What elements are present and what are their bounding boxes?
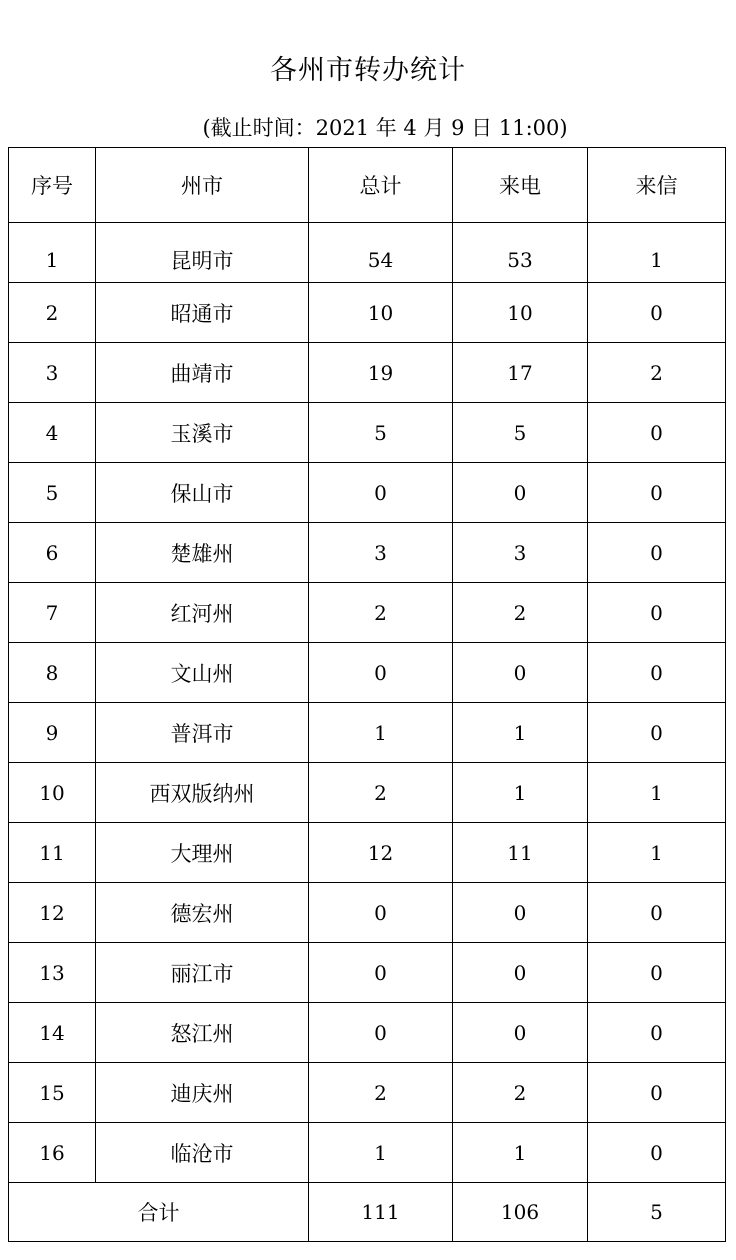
table-row — [9, 643, 726, 703]
cell-total: 19 — [309, 343, 453, 403]
table-row — [9, 223, 726, 283]
table-row — [9, 1123, 726, 1183]
cell-total: 1 — [309, 1123, 453, 1183]
cell-total: 0 — [309, 463, 453, 523]
cell-index: 12 — [9, 883, 96, 943]
table-row — [9, 343, 726, 403]
cell-calls: 0 — [453, 943, 588, 1003]
cell-total: 1 — [309, 703, 453, 763]
cell-letters: 0 — [588, 883, 726, 943]
cell-index: 13 — [9, 943, 96, 1003]
cell-total: 2 — [309, 583, 453, 643]
summary-total: 111 — [309, 1183, 453, 1242]
cell-city: 德宏州 — [96, 883, 309, 943]
cell-total: 54 — [309, 223, 453, 283]
cell-city: 怒江州 — [96, 1003, 309, 1063]
cell-calls: 1 — [453, 1123, 588, 1183]
cell-city: 临沧市 — [96, 1123, 309, 1183]
cell-letters: 0 — [588, 1063, 726, 1123]
cell-city: 昭通市 — [96, 283, 309, 343]
table-row — [9, 283, 726, 343]
cell-city: 西双版纳州 — [96, 763, 309, 823]
cell-city: 文山州 — [96, 643, 309, 703]
header-index: 序号 — [9, 148, 96, 223]
table-row — [9, 403, 726, 463]
cell-city: 红河州 — [96, 583, 309, 643]
cell-letters: 0 — [588, 1123, 726, 1183]
cell-calls: 53 — [453, 223, 588, 283]
cell-index: 16 — [9, 1123, 96, 1183]
cell-letters: 2 — [588, 343, 726, 403]
table-header-row — [9, 148, 726, 223]
summary-calls: 106 — [453, 1183, 588, 1242]
table-summary-row — [9, 1183, 726, 1242]
cell-index: 14 — [9, 1003, 96, 1063]
cell-index: 8 — [9, 643, 96, 703]
cell-city: 普洱市 — [96, 703, 309, 763]
cell-calls: 1 — [453, 703, 588, 763]
cell-city: 丽江市 — [96, 943, 309, 1003]
header-calls: 来电 — [453, 148, 588, 223]
document-title: 各州市转办统计 — [270, 55, 466, 86]
table-row — [9, 883, 726, 943]
cell-total: 5 — [309, 403, 453, 463]
cell-city: 玉溪市 — [96, 403, 309, 463]
cell-index: 3 — [9, 343, 96, 403]
cell-total: 2 — [309, 1063, 453, 1123]
summary-label: 合计 — [9, 1183, 309, 1242]
cell-letters: 0 — [588, 943, 726, 1003]
cell-index: 10 — [9, 763, 96, 823]
cell-total: 0 — [309, 943, 453, 1003]
cell-letters: 1 — [588, 823, 726, 883]
cell-index: 15 — [9, 1063, 96, 1123]
cell-letters: 0 — [588, 463, 726, 523]
table-row — [9, 943, 726, 1003]
cell-calls: 0 — [453, 463, 588, 523]
table-row — [9, 583, 726, 643]
cell-total: 0 — [309, 1003, 453, 1063]
cell-letters: 0 — [588, 583, 726, 643]
summary-letters: 5 — [588, 1183, 726, 1242]
table-row — [9, 703, 726, 763]
cell-total: 0 — [309, 883, 453, 943]
cell-letters: 0 — [588, 403, 726, 463]
cell-index: 1 — [9, 223, 96, 283]
cell-calls: 11 — [453, 823, 588, 883]
table-row — [9, 1003, 726, 1063]
cell-city: 昆明市 — [96, 223, 309, 283]
cutoff-time-subtitle: (截止时间：2021 年 4 月 9 日 11:00) — [202, 116, 568, 140]
cell-letters: 0 — [588, 703, 726, 763]
city-referral-stats-table — [8, 147, 726, 1242]
cell-total: 0 — [309, 643, 453, 703]
table-row — [9, 763, 726, 823]
cell-letters: 0 — [588, 523, 726, 583]
cell-calls: 10 — [453, 283, 588, 343]
cell-index: 2 — [9, 283, 96, 343]
header-city: 州市 — [96, 148, 309, 223]
cell-index: 9 — [9, 703, 96, 763]
cell-calls: 2 — [453, 1063, 588, 1123]
cell-letters: 0 — [588, 1003, 726, 1063]
cell-calls: 2 — [453, 583, 588, 643]
cell-index: 6 — [9, 523, 96, 583]
cell-total: 2 — [309, 763, 453, 823]
cell-calls: 0 — [453, 1003, 588, 1063]
cell-letters: 0 — [588, 643, 726, 703]
cell-calls: 0 — [453, 643, 588, 703]
cell-letters: 0 — [588, 283, 726, 343]
cell-index: 5 — [9, 463, 96, 523]
cell-calls: 3 — [453, 523, 588, 583]
header-letters: 来信 — [588, 148, 726, 223]
cell-calls: 0 — [453, 883, 588, 943]
cell-city: 大理州 — [96, 823, 309, 883]
cell-city: 楚雄州 — [96, 523, 309, 583]
table-row — [9, 823, 726, 883]
cell-total: 10 — [309, 283, 453, 343]
cell-index: 11 — [9, 823, 96, 883]
cell-letters: 1 — [588, 223, 726, 283]
cell-index: 4 — [9, 403, 96, 463]
table-row — [9, 463, 726, 523]
cell-total: 12 — [309, 823, 453, 883]
cell-city: 保山市 — [96, 463, 309, 523]
cell-calls: 5 — [453, 403, 588, 463]
cell-city: 曲靖市 — [96, 343, 309, 403]
table-body — [9, 223, 726, 1242]
cell-letters: 1 — [588, 763, 726, 823]
cell-total: 3 — [309, 523, 453, 583]
cell-calls: 1 — [453, 763, 588, 823]
cell-index: 7 — [9, 583, 96, 643]
table-row — [9, 1063, 726, 1123]
header-total: 总计 — [309, 148, 453, 223]
table-row — [9, 523, 726, 583]
cell-calls: 17 — [453, 343, 588, 403]
cell-city: 迪庆州 — [96, 1063, 309, 1123]
